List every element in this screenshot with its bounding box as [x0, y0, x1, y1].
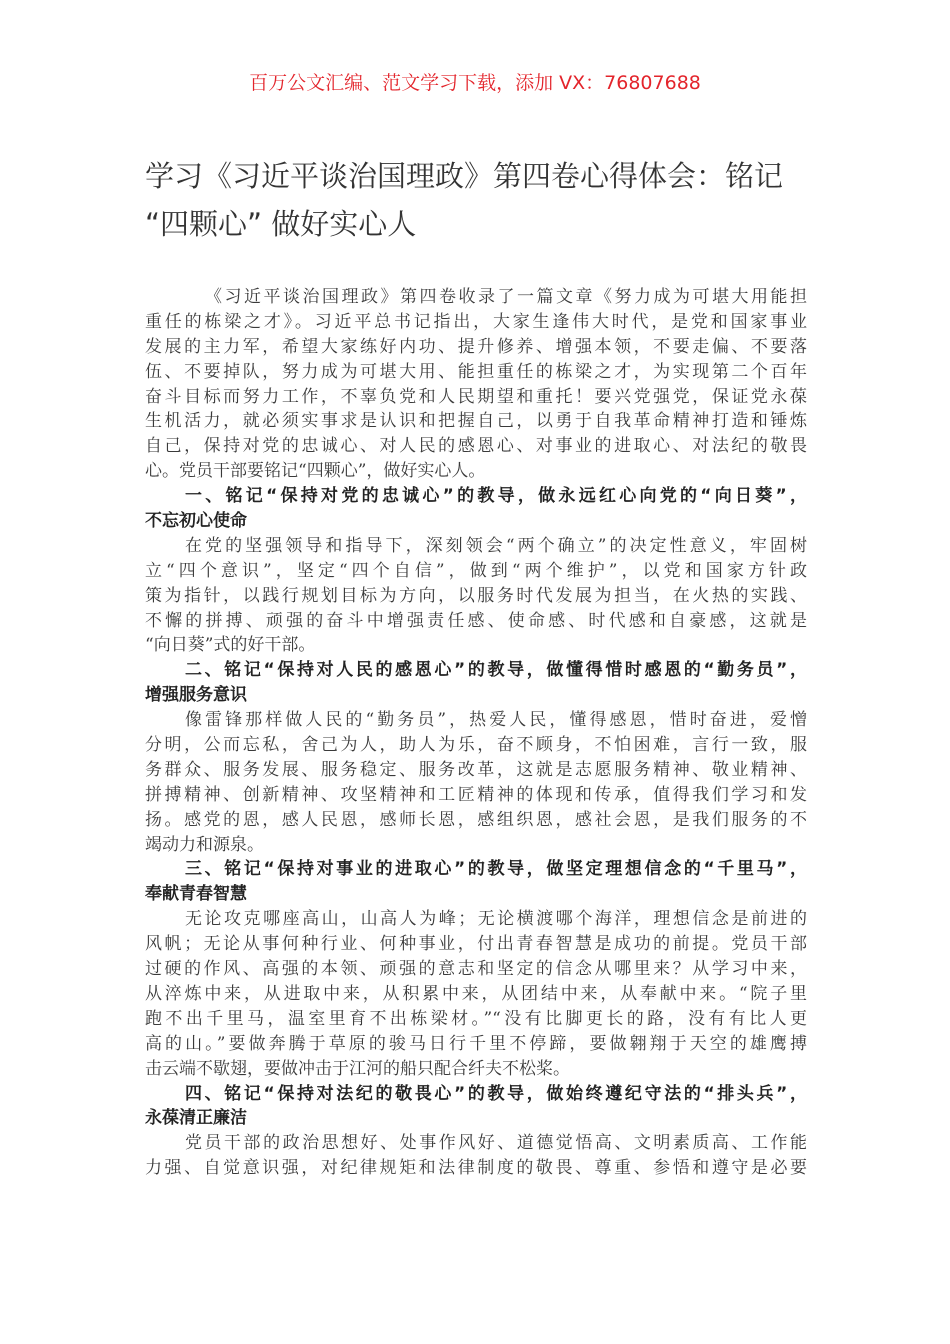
text-line: 不懈的拼搏、顽强的奋斗中增强责任感、使命感、时代感和自豪感，这就是: [145, 610, 807, 631]
text-line: “向日葵”式的好干部。: [145, 635, 316, 656]
text-line: 不忘初心使命: [145, 511, 247, 532]
text-line: 奋斗目标而努力工作，不辜负党和人民期望和重托！要兴党强党，保证党永葆: [145, 386, 807, 407]
text-line: 力强、自觉意识强，对纪律规矩和法律制度的敬畏、尊重、参悟和遵守是必要: [145, 1158, 807, 1179]
text-line: 《习近平谈治国理政》第四卷收录了一篇文章《努力成为可堪大用能担: [205, 287, 807, 307]
text-line: 奉献青春智慧: [145, 884, 247, 905]
text-line: 像雷锋那样做人民的“勤务员”，热爱人民，懂得感恩，惜时奋进，爱憎: [185, 710, 807, 731]
text-line: 务群众、服务发展、服务稳定、服务改革，这就是志愿服务精神、敬业精神、: [145, 759, 807, 780]
download-banner: 百万公文汇编、范文学习下载，添加 VX：76807688: [249, 72, 701, 94]
text-line: 拼搏精神、创新精神、攻坚精神和工匠精神的体现和传承，值得我们学习和发: [145, 784, 807, 805]
document-title: [145, 152, 825, 248]
text-line: 扬。感党的恩，感人民恩，感师长恩，感组织恩，感社会恩，是我们服务的不: [145, 809, 807, 830]
text-line: 分明，公而忘私，舍己为人，助人为乐，奋不顾身，不怕困难，言行一致，服: [145, 735, 807, 756]
text-line: 增强服务意识: [145, 685, 247, 706]
text-line: 发展的主力军，希望大家练好内功、提升修养、增强本领，不要走偏、不要落: [145, 336, 807, 357]
section-heading: [145, 658, 807, 708]
paragraph: [145, 285, 807, 484]
paragraph: [145, 1131, 807, 1181]
text-line: 立“四个意识”，坚定“四个自信”，做到“两个维护”，以党和国家方针政: [145, 560, 807, 581]
text-line: 四、铭记“保持对法纪的敬畏心”的教导，做始终遵纪守法的“排头兵”，: [185, 1083, 807, 1104]
title-line-2: “四颗心” 做好实心人: [145, 207, 417, 241]
section-heading: [145, 1082, 807, 1132]
text-line: 一、铭记“保持对党的忠诚心”的教导，做永远红心向党的“向日葵”，: [185, 486, 807, 507]
text-line: 高的山。”要做奔腾于草原的骏马日行千里不停蹄，要做翱翔于天空的雄鹰搏: [145, 1033, 807, 1054]
text-line: 跑不出千里马，温室里育不出栋梁材。”“没有比脚更长的路，没有有比人更: [145, 1008, 807, 1029]
text-line: 在党的坚强领导和指导下，深刻领会“两个确立”的决定性意义，牢固树: [185, 535, 807, 556]
text-line: 二、铭记“保持对人民的感恩心”的教导，做懂得惜时感恩的“勤务员”，: [185, 660, 807, 681]
text-line: 过硬的作风、高强的本领、顽强的意志和坚定的信念从哪里来？从学习中来，: [145, 959, 807, 980]
text-line: 无论攻克哪座高山，山高人为峰；无论横渡哪个海洋，理想信念是前进的: [185, 909, 807, 930]
text-line: 永葆清正廉洁: [145, 1108, 247, 1129]
text-line: 竭动力和源泉。: [145, 834, 264, 855]
text-line: 风帆；无论从事何种行业、何种事业，付出青春智慧是成功的前提。党员干部: [145, 934, 807, 955]
text-line: 党员干部的政治思想好、处事作风好、道德觉悟高、文明素质高、工作能: [185, 1133, 807, 1154]
text-line: 从淬炼中来，从进取中来，从积累中来，从团结中来，从奉献中来。“院子里: [145, 983, 807, 1004]
section-heading: [145, 484, 807, 534]
text-line: 击云端不歇翅，要做冲击于江河的船只配合纤夫不松桨。: [145, 1058, 570, 1079]
text-line: 心。党员干部要铭记“四颗心”，做好实心人。: [145, 461, 486, 482]
title-line-1: 学习《习近平谈治国理政》第四卷心得体会：铭记: [145, 159, 784, 193]
text-line: 伍、不要掉队，努力成为可堪大用、能担重任的栋梁之才，为实现第二个百年: [145, 361, 807, 382]
text-line: 重任的栋梁之才》。习近平总书记指出，大家生逢伟大时代，是党和国家事业: [145, 311, 807, 332]
document-body: [145, 285, 807, 1181]
text-line: 生机活力，就必须实事求是认识和把握自己，以勇于自我革命精神打造和锤炼: [145, 411, 807, 432]
section-heading: [145, 857, 807, 907]
text-line: 三、铭记“保持对事业的进取心”的教导，做坚定理想信念的“千里马”，: [185, 859, 807, 880]
text-line: 自己，保持对党的忠诚心、对人民的感恩心、对事业的进取心、对法纪的敬畏: [145, 436, 807, 457]
text-line: 策为指针，以践行规划目标为方向，以服务时代发展为担当，在火热的实践、: [145, 585, 807, 606]
paragraph: [145, 534, 807, 658]
paragraph: [145, 907, 807, 1081]
paragraph: [145, 708, 807, 857]
